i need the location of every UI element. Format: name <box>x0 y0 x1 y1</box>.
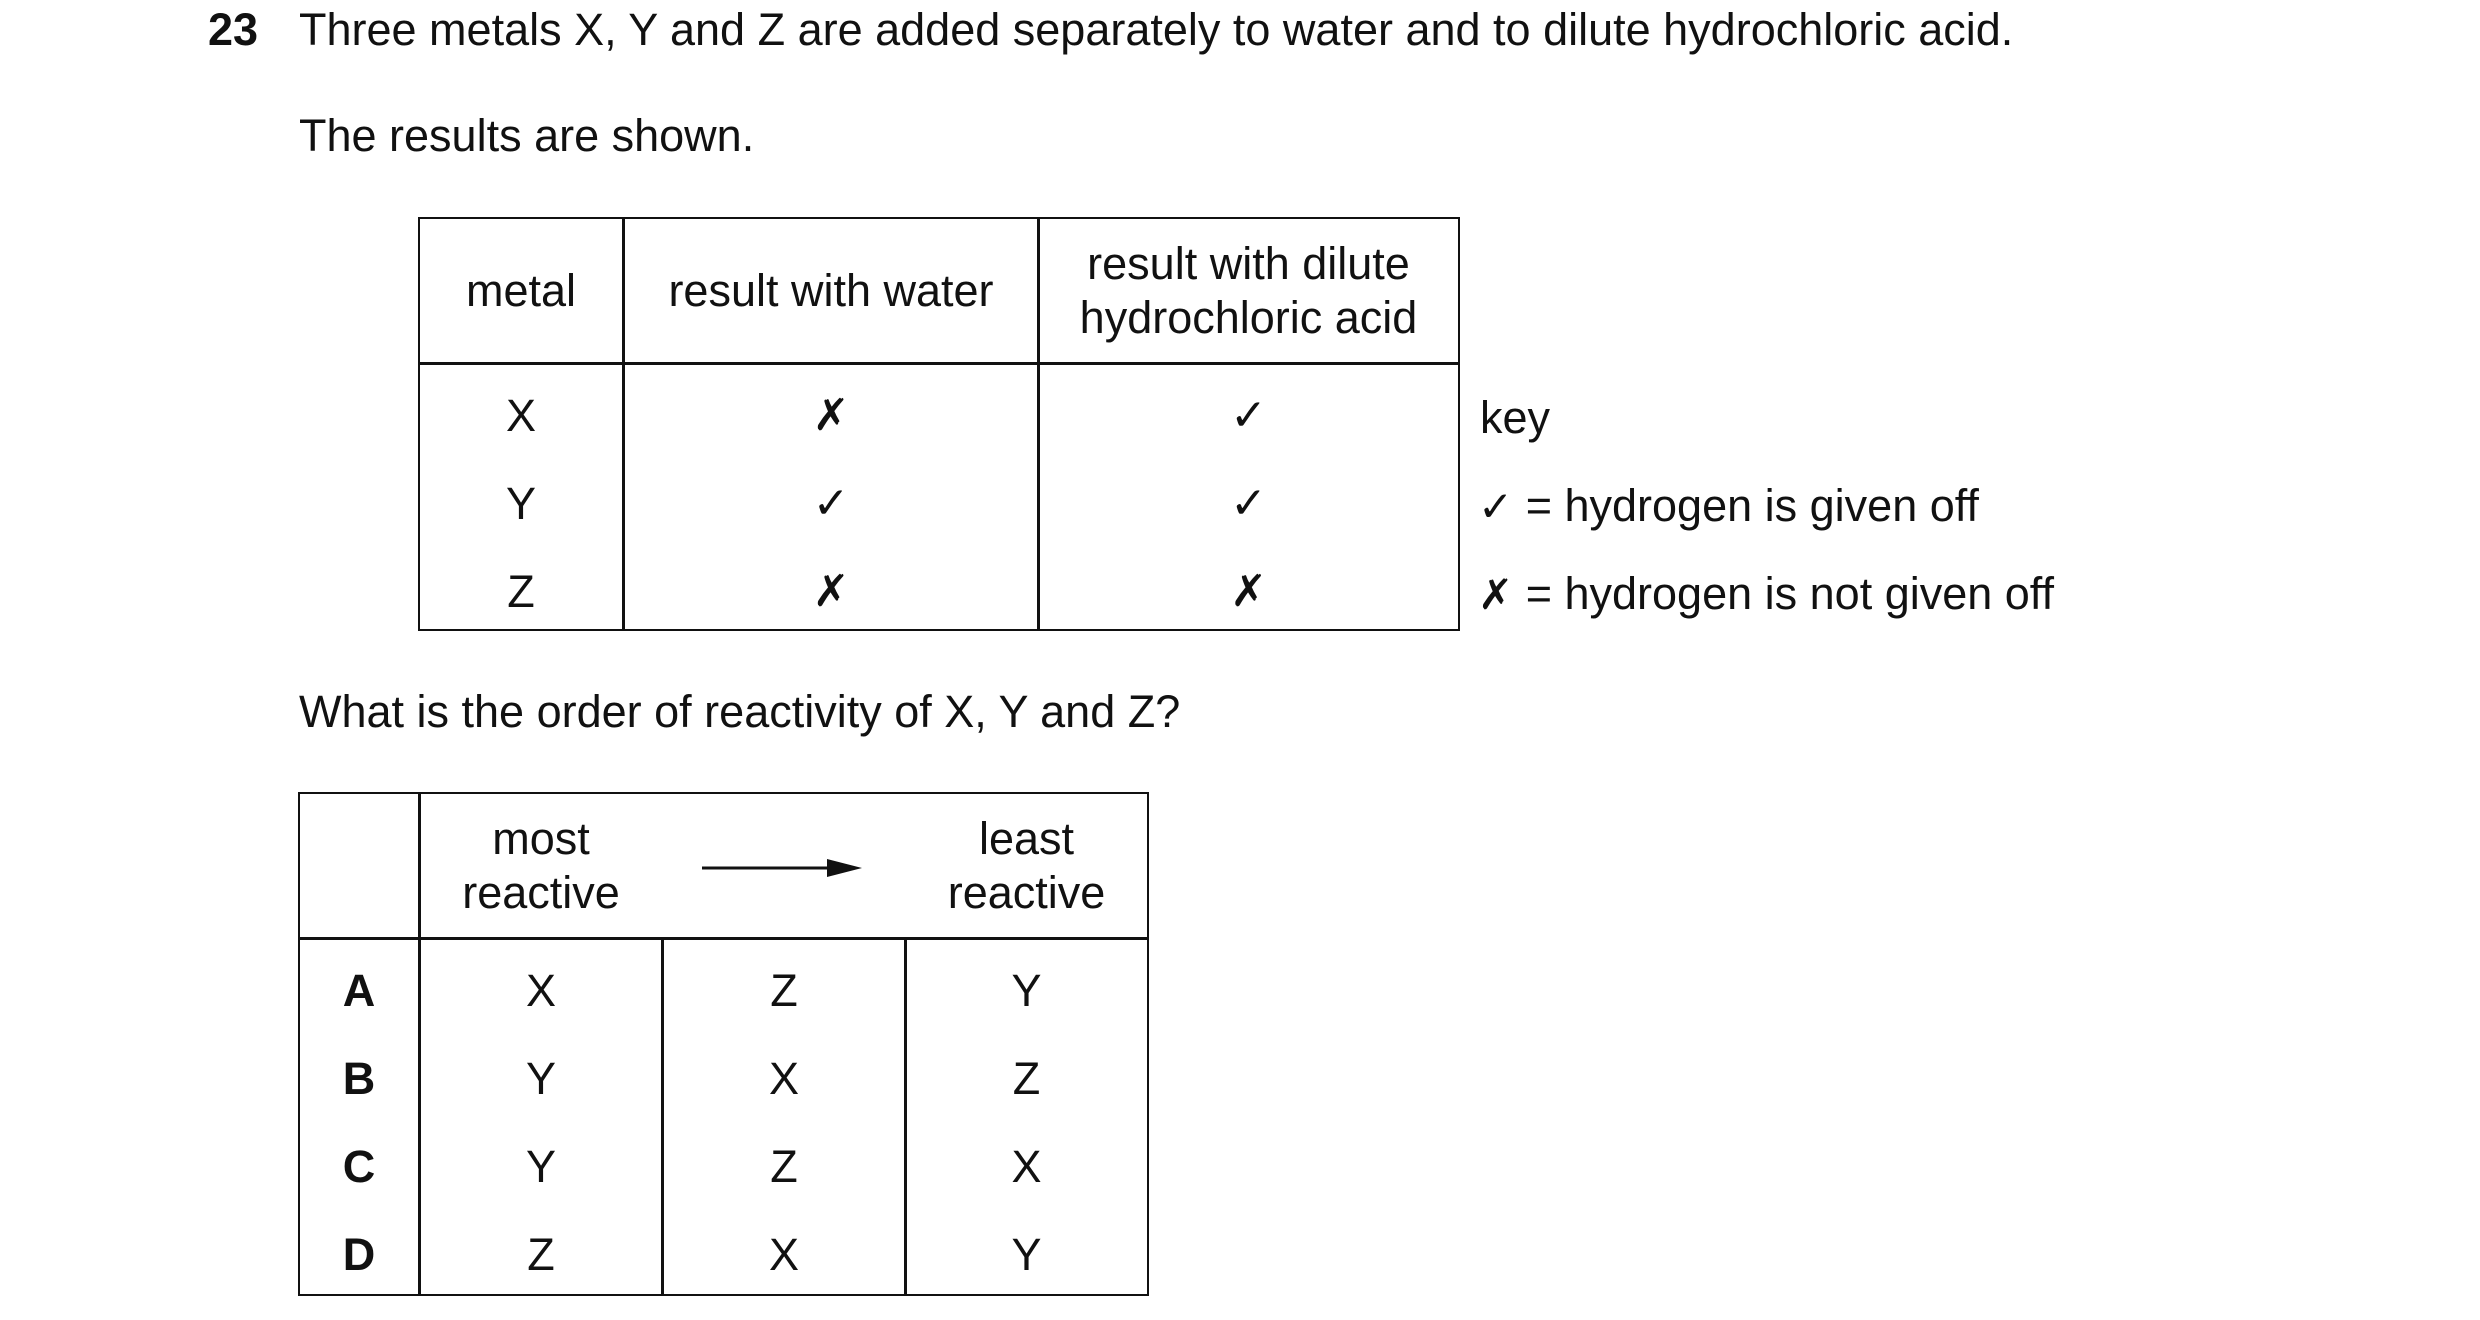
results-table <box>418 217 1460 631</box>
key-tick-text: = hydrogen is given off <box>1513 480 1979 531</box>
cross-icon: ✗ <box>1478 570 1514 619</box>
arrow-right-icon <box>702 856 864 880</box>
order-cell: Y <box>1011 1229 1042 1280</box>
least-line1: least <box>978 813 1075 864</box>
options-table <box>298 792 1149 1296</box>
header-divider <box>420 362 1458 365</box>
question-prompt: What is the order of reactivity of X, Y and Z? <box>299 686 1181 737</box>
tick-icon: ✓ <box>812 478 850 529</box>
header-acid <box>1040 219 1457 362</box>
order-cell: Z <box>770 1141 798 1192</box>
header-acid-line2: hydrochloric acid <box>1079 291 1418 343</box>
most-line1: most <box>492 813 590 864</box>
key-cross-text: = hydrogen is not given off <box>1513 568 2054 619</box>
question-number: 23 <box>208 4 259 55</box>
order-cell: X <box>525 965 556 1016</box>
order-cell: Z <box>527 1229 555 1280</box>
question-stem: Three metals X, Y and Z are added separately to water and to dilute hydrochloric acid. <box>299 4 2014 55</box>
question-intro: The results are shown. <box>299 110 755 161</box>
option-letter: C <box>342 1141 376 1192</box>
option-letter: A <box>342 965 376 1016</box>
key-tick-line <box>1478 478 1979 535</box>
order-cell: Z <box>1012 1053 1041 1104</box>
header-divider <box>300 937 1147 940</box>
metal-cell: Z <box>507 566 535 617</box>
tick-icon: ✓ <box>1230 478 1267 529</box>
order-cell: Y <box>1011 965 1042 1016</box>
header-acid-line1: result with dilute <box>1087 237 1410 289</box>
metal-cell: Y <box>505 478 536 529</box>
header-metal: metal <box>465 264 577 316</box>
order-cell: Y <box>525 1053 556 1104</box>
cross-icon: ✗ <box>1230 566 1267 617</box>
tick-icon: ✓ <box>1478 482 1514 531</box>
header-least-reactive <box>907 812 1146 920</box>
order-cell: X <box>1011 1141 1042 1192</box>
least-line2: reactive <box>947 867 1106 918</box>
header-water: result with water <box>668 264 994 316</box>
cross-icon: ✗ <box>812 390 850 441</box>
order-cell: X <box>768 1229 799 1280</box>
option-letter: D <box>342 1229 376 1280</box>
key-cross-line <box>1478 566 2054 623</box>
most-line2: reactive <box>462 867 620 918</box>
header-most-reactive <box>421 812 661 920</box>
key-title: key <box>1480 392 1551 443</box>
order-cell: X <box>768 1053 799 1104</box>
option-letter: B <box>342 1053 376 1104</box>
metal-cell: X <box>505 390 536 441</box>
tick-icon: ✓ <box>1230 390 1267 441</box>
order-cell: Y <box>525 1141 556 1192</box>
cross-icon: ✗ <box>812 566 850 617</box>
order-cell: Z <box>770 965 798 1016</box>
